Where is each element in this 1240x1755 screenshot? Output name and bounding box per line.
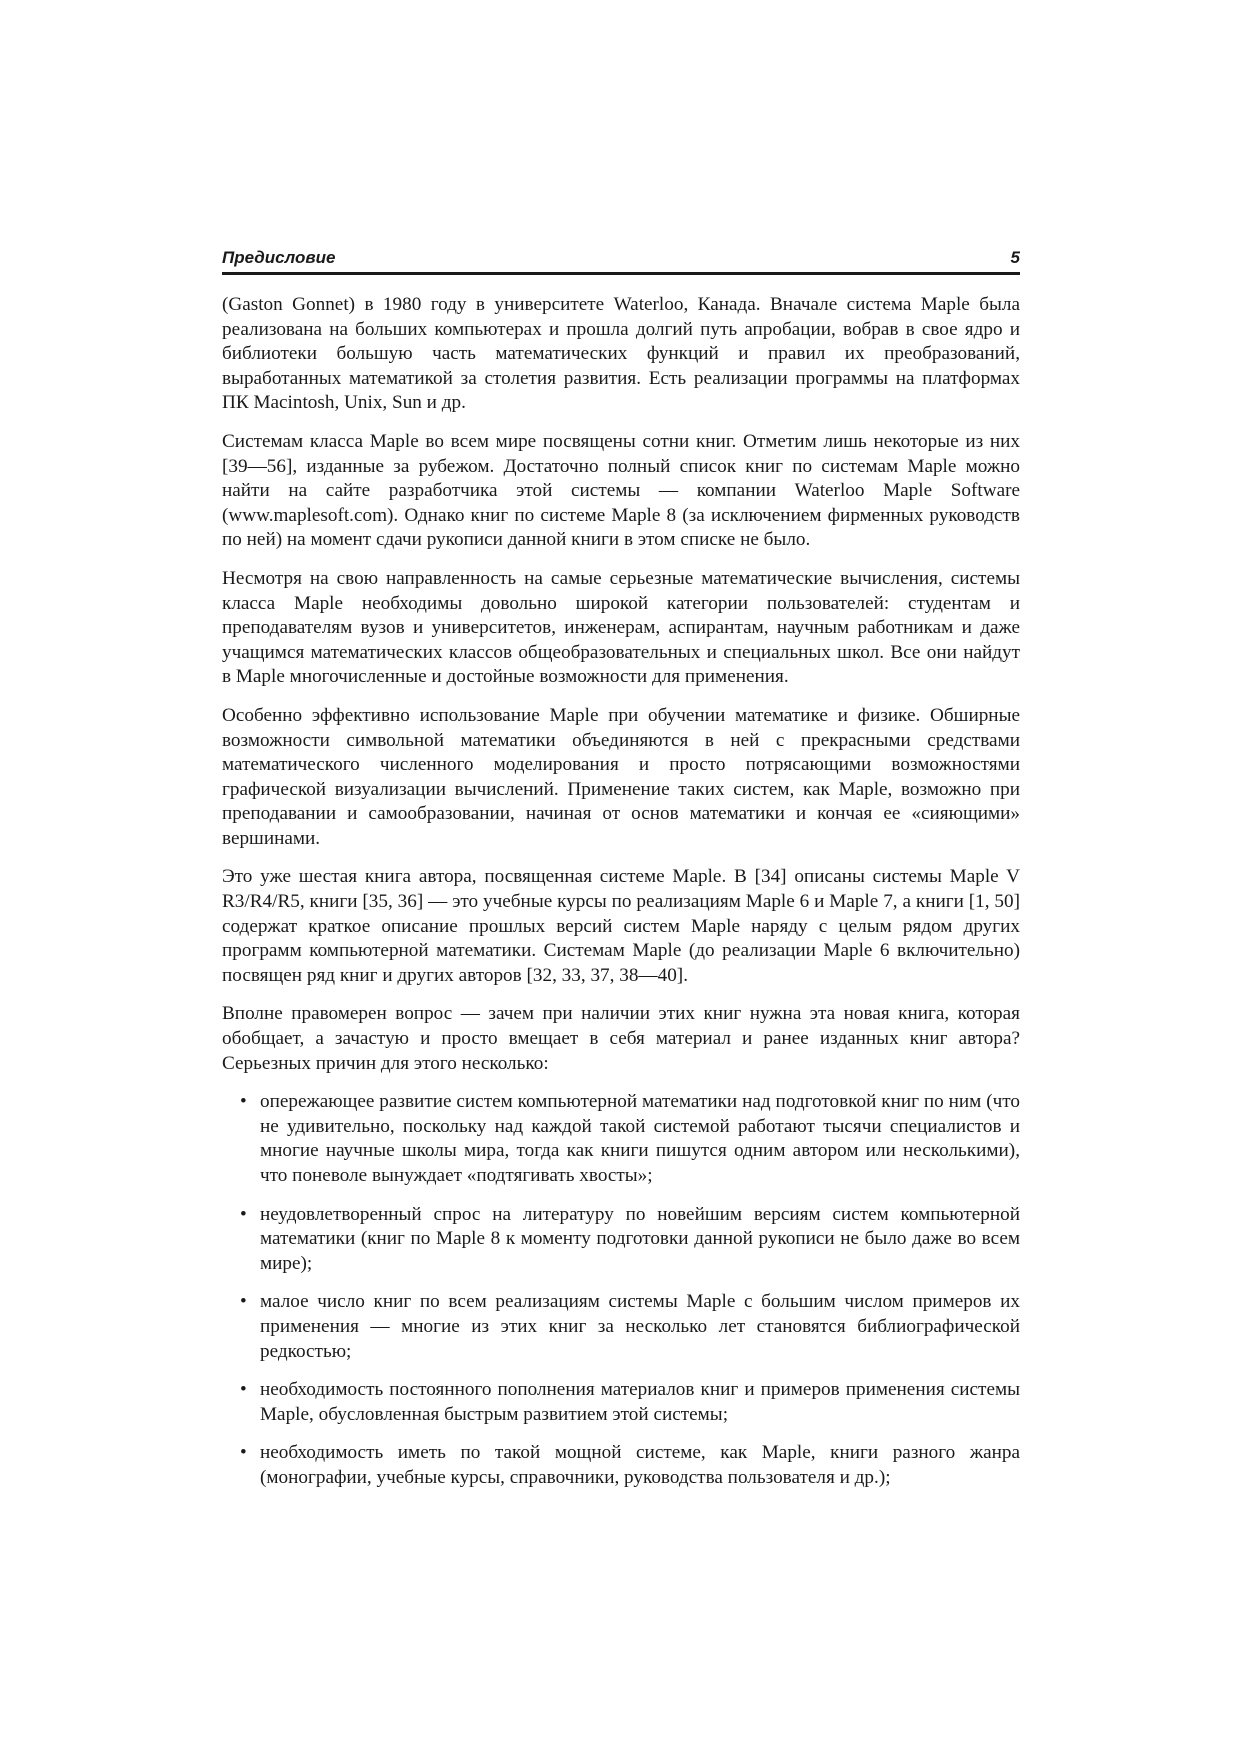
paragraph: Это уже шестая книга автора, посвященная системе Maple. В [34] описаны системы Maple V R3/R4/R5, книги [35, 36] — это учебные курсы по реализациям Maple 6 и Maple 7, а книги [1, 50] содержат краткое описание прошлых версий систем Maple наряду с целым рядом других программ компьютерной математики. Системам Maple (до реализации Maple 6 включительно) посвящен ряд книг и других авторов [32, 33, 37, 38—40]. <box>222 866 1020 986</box>
list-item-text: опережающее развитие систем компьютерной математики над подготовкой книг по ним (что не удивительно, поскольку над каждой такой системой работают тысячи специалистов и многие научные школы мира, тогда как книги пишутся одним автором или несколькими), что поневоле вынуждает «подтягивать хвосты»; <box>260 1091 1020 1186</box>
book-page <box>222 244 1020 1505</box>
bullet-icon: • <box>240 1291 247 1313</box>
list-item <box>240 1203 1020 1277</box>
paragraph: Особенно эффективно использование Maple при обучении математике и физике. Обширные возможности символьной математики объединяются в ней с прекрасными средствами математического численного моделирования и просто потрясающими возможностями графической визуализации вычислений. Применение таких систем, как Maple, возможно при преподавании и самообразовании, начиная от основ математики и кончая ее «сияющими» вершинами. <box>222 704 1020 849</box>
list-item <box>240 1290 1020 1364</box>
paragraph: Системам класса Maple во всем мире посвящены сотни книг. Отметим лишь некоторые из них [39—56], изданные за рубежом. Достаточно полный список книг по системам Maple можно найти на сайте разработчика этой системы — компании Waterloo Maple Software (www.maplesoft.com). Однако книг по системе Maple 8 (за исключением фирменных руководств по ней) на момент сдачи рукописи данной книги в этом списке не было. <box>222 430 1020 551</box>
list-item <box>240 1378 1020 1427</box>
page-number: 5 <box>1010 248 1020 267</box>
paragraph: Вполне правомерен вопрос — зачем при наличии этих книг нужна эта новая книга, которая обобщает, а зачастую и просто вмещает в себя материал и ранее изданных книг автора? Серьезных причин для этого несколько: <box>222 1003 1020 1074</box>
list-item <box>240 1441 1020 1490</box>
list-item-text: необходимость постоянного пополнения материалов книг и примеров применения системы Maple, обусловленная быстрым развитием этой системы; <box>260 1379 1020 1425</box>
paragraph: Несмотря на свою направленность на самые серьезные математические вычисления, системы класса Maple необходимы довольно широкой категории пользователей: студентам и преподавателям вузов и университетов, инженерам, аспирантам, научным работникам и даже учащимся математических классов общеобразовательных и специальных школ. Все они найдут в Maple многочисленные и достойные возможности для применения. <box>222 567 1020 688</box>
bullet-icon: • <box>240 1442 247 1464</box>
section-title: Предисловие <box>222 248 336 267</box>
running-header <box>222 244 1020 275</box>
bullet-icon: • <box>240 1203 247 1225</box>
list-item-text: необходимость иметь по такой мощной системе, как Maple, книги разного жанра (монографии, учебные курсы, справочники, руководства пользователя и др.); <box>260 1442 1020 1488</box>
bullet-list <box>222 1090 1020 1490</box>
paragraph: (Gaston Gonnet) в 1980 году в университете Waterloo, Канада. Вначале система Maple была реализована на больших компьютерах и прошла долгий путь апробации, вобрав в свое ядро и библиотеки большую часть математических функций и правил их преобразований, выработанных математикой за столетия развития. Есть реализации программы на платформах ПК Macintosh, Unix, Sun и др. <box>222 294 1020 414</box>
list-item-text: неудовлетворенный спрос на литературу по новейшим версиям систем компьютерной математики (книг по Maple 8 к моменту подготовки данной рукописи не было даже во всем мире); <box>260 1203 1020 1274</box>
bullet-icon: • <box>240 1091 247 1113</box>
list-item-text: малое число книг по всем реализациям системы Maple с большим числом примеров их применения — многие из этих книг за несколько лет становятся библиографической редкостью; <box>260 1291 1020 1362</box>
bullet-icon: • <box>240 1379 247 1401</box>
body-text <box>222 293 1020 1491</box>
list-item <box>240 1090 1020 1188</box>
